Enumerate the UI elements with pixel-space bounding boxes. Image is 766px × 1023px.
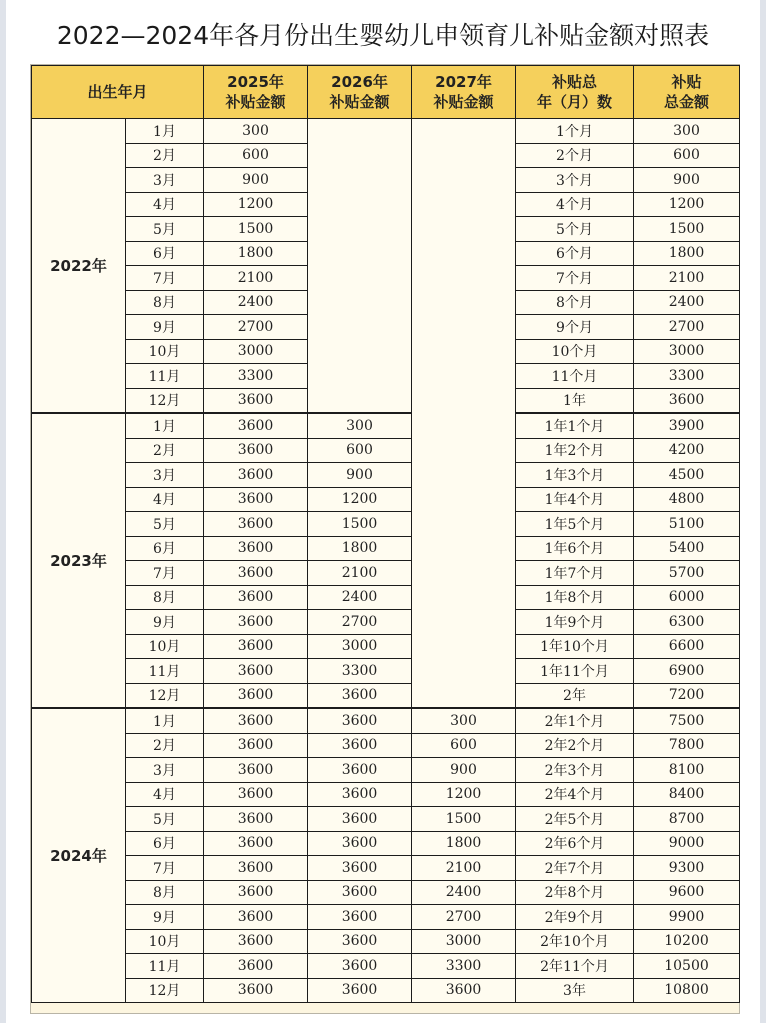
amount-2027-cell: 3000 [412,929,516,954]
header-2026-line1: 2026年 [331,73,388,91]
amount-2026-cell: 3600 [308,880,412,905]
birth-month-cell: 6月 [126,831,204,856]
total-amount-cell: 4500 [634,463,740,488]
amount-2025-cell: 3600 [204,683,308,708]
total-duration-cell: 1年9个月 [516,610,634,635]
subsidy-table-frame [30,64,740,1014]
amount-2027-cell: 600 [412,733,516,758]
page-title: 2022—2024年各月份出生婴幼儿申领育儿补贴金额对照表 [56,21,710,50]
total-amount-cell: 3300 [634,364,740,389]
birth-month-cell: 5月 [126,807,204,832]
amount-2025-cell: 1500 [204,217,308,242]
table-row [32,733,740,758]
amount-2027-cell: 2100 [412,856,516,881]
amount-2026-cell: 3600 [308,733,412,758]
table-row [32,978,740,1003]
amount-2026-cell: 3600 [308,954,412,979]
amount-2025-cell: 3600 [204,782,308,807]
total-duration-cell: 2年 [516,683,634,708]
amount-2025-cell: 3600 [204,733,308,758]
birth-month-cell: 1月 [126,413,204,438]
total-amount-cell: 9000 [634,831,740,856]
total-amount-cell: 4800 [634,487,740,512]
birth-month-cell: 11月 [126,659,204,684]
amount-2026-cell: 600 [308,438,412,463]
amount-2027-cell: 2400 [412,880,516,905]
birth-month-cell: 9月 [126,315,204,340]
total-duration-cell: 1年10个月 [516,634,634,659]
birth-month-cell: 5月 [126,217,204,242]
table-row [32,413,740,438]
amount-2026-cell: 3600 [308,782,412,807]
total-duration-cell: 6个月 [516,241,634,266]
amount-2026-cell: 3600 [308,831,412,856]
amount-2025-cell: 3600 [204,585,308,610]
amount-2026-cell: 3600 [308,807,412,832]
birth-month-cell: 3月 [126,758,204,783]
amount-2025-cell: 3600 [204,758,308,783]
table-row [32,610,740,635]
amount-2025-cell: 3600 [204,978,308,1003]
table-row [32,561,740,586]
amount-2025-cell: 3600 [204,487,308,512]
table-row [32,929,740,954]
amount-2026-cell: 3000 [308,634,412,659]
total-amount-cell: 9900 [634,905,740,930]
total-amount-cell: 600 [634,143,740,168]
amount-2025-cell: 3600 [204,954,308,979]
table-header [32,66,740,119]
total-duration-cell: 1年5个月 [516,512,634,537]
amount-2025-cell: 600 [204,143,308,168]
header-2027-line1: 2027年 [435,73,492,91]
amount-2025-cell: 2700 [204,315,308,340]
total-amount-cell: 5400 [634,536,740,561]
birth-month-cell: 8月 [126,585,204,610]
birth-month-cell: 7月 [126,856,204,881]
amount-2025-cell: 1200 [204,192,308,217]
total-amount-cell: 5700 [634,561,740,586]
amount-2025-cell: 3000 [204,339,308,364]
amount-2026-cell: 1200 [308,487,412,512]
table-row [32,831,740,856]
birth-month-cell: 1月 [126,708,204,733]
birth-month-cell: 4月 [126,487,204,512]
total-duration-cell: 2年7个月 [516,856,634,881]
total-amount-cell: 10800 [634,978,740,1003]
total-duration-cell: 1年1个月 [516,413,634,438]
total-duration-cell: 2年3个月 [516,758,634,783]
birth-month-cell: 8月 [126,290,204,315]
amount-2025-cell: 3600 [204,561,308,586]
amount-2027-cell: 1200 [412,782,516,807]
amount-2026-cell: 3600 [308,905,412,930]
amount-2025-cell: 3600 [204,905,308,930]
birth-month-cell: 12月 [126,978,204,1003]
amount-2025-cell: 3600 [204,659,308,684]
document-page [6,0,760,1023]
birth-month-cell: 3月 [126,463,204,488]
total-amount-cell: 2700 [634,315,740,340]
total-duration-cell: 1年7个月 [516,561,634,586]
table-row [32,634,740,659]
total-amount-cell: 8400 [634,782,740,807]
total-amount-cell: 3000 [634,339,740,364]
total-amount-cell: 900 [634,168,740,193]
amount-2026-cell: 300 [308,413,412,438]
header-total-line1: 补贴 [671,73,702,91]
total-duration-cell: 1年2个月 [516,438,634,463]
amount-2026-blank [308,119,412,414]
birth-year-cell: 2022年 [32,119,126,414]
subsidy-table [31,65,740,1003]
table-row [32,512,740,537]
total-duration-cell: 2年8个月 [516,880,634,905]
header-2025-line2: 补贴金额 [225,93,286,111]
total-duration-cell: 1年8个月 [516,585,634,610]
birth-month-cell: 6月 [126,241,204,266]
table-body [32,119,740,1003]
amount-2025-cell: 3600 [204,880,308,905]
total-duration-cell: 2年10个月 [516,929,634,954]
amount-2025-cell: 3600 [204,536,308,561]
table-row [32,856,740,881]
table-row [32,659,740,684]
amount-2025-cell: 3600 [204,413,308,438]
total-duration-cell: 2年4个月 [516,782,634,807]
amount-2025-cell: 900 [204,168,308,193]
header-total-line2: 总金额 [664,93,710,111]
total-duration-cell: 7个月 [516,266,634,291]
amount-2025-cell: 3600 [204,929,308,954]
birth-month-cell: 7月 [126,266,204,291]
total-amount-cell: 7200 [634,683,740,708]
table-row [32,708,740,733]
header-2026-line2: 补贴金额 [329,93,390,111]
header-total-duration [516,66,634,119]
amount-2026-cell: 900 [308,463,412,488]
birth-month-cell: 10月 [126,339,204,364]
total-amount-cell: 6900 [634,659,740,684]
total-duration-cell: 1年 [516,388,634,413]
birth-month-cell: 8月 [126,880,204,905]
total-duration-cell: 3个月 [516,168,634,193]
amount-2027-cell: 3600 [412,978,516,1003]
birth-month-cell: 1月 [126,119,204,144]
total-duration-cell: 2年2个月 [516,733,634,758]
total-duration-cell: 5个月 [516,217,634,242]
total-amount-cell: 10500 [634,954,740,979]
total-amount-cell: 4200 [634,438,740,463]
total-amount-cell: 1200 [634,192,740,217]
amount-2025-cell: 3600 [204,634,308,659]
header-2027-amount [412,66,516,119]
table-row [32,536,740,561]
birth-month-cell: 12月 [126,388,204,413]
table-row [32,782,740,807]
total-duration-cell: 11个月 [516,364,634,389]
birth-month-cell: 7月 [126,561,204,586]
total-duration-cell: 2年5个月 [516,807,634,832]
birth-month-cell: 10月 [126,634,204,659]
total-duration-cell: 2个月 [516,143,634,168]
total-amount-cell: 6000 [634,585,740,610]
total-duration-cell: 3年 [516,978,634,1003]
total-duration-cell: 1年3个月 [516,463,634,488]
amount-2026-cell: 3300 [308,659,412,684]
table-row [32,954,740,979]
total-amount-cell: 2400 [634,290,740,315]
amount-2026-cell: 3600 [308,758,412,783]
total-amount-cell: 1800 [634,241,740,266]
header-duration-line1: 补贴总 [552,73,598,91]
birth-month-cell: 2月 [126,733,204,758]
header-2026-amount [308,66,412,119]
amount-2025-cell: 3600 [204,463,308,488]
birth-month-cell: 11月 [126,954,204,979]
total-amount-cell: 3900 [634,413,740,438]
header-2025-amount [204,66,308,119]
amount-2026-cell: 2700 [308,610,412,635]
total-amount-cell: 8100 [634,758,740,783]
total-amount-cell: 3600 [634,388,740,413]
amount-2026-cell: 1800 [308,536,412,561]
birth-month-cell: 4月 [126,192,204,217]
total-duration-cell: 2年9个月 [516,905,634,930]
total-amount-cell: 9300 [634,856,740,881]
total-amount-cell: 9600 [634,880,740,905]
birth-month-cell: 3月 [126,168,204,193]
birth-month-cell: 11月 [126,364,204,389]
table-row [32,487,740,512]
birth-month-cell: 9月 [126,905,204,930]
amount-2027-cell: 2700 [412,905,516,930]
amount-2026-cell: 3600 [308,683,412,708]
birth-month-cell: 6月 [126,536,204,561]
birth-month-cell: 12月 [126,683,204,708]
header-birth-month: 出生年月 [32,66,204,119]
total-duration-cell: 2年1个月 [516,708,634,733]
total-amount-cell: 7500 [634,708,740,733]
birth-month-cell: 2月 [126,143,204,168]
amount-2025-cell: 3600 [204,807,308,832]
birth-year-cell: 2023年 [32,413,126,708]
amount-2025-cell: 3600 [204,856,308,881]
total-duration-cell: 1年11个月 [516,659,634,684]
amount-2025-cell: 3600 [204,388,308,413]
total-duration-cell: 2年11个月 [516,954,634,979]
total-amount-cell: 10200 [634,929,740,954]
amount-2025-cell: 3600 [204,708,308,733]
total-amount-cell: 2100 [634,266,740,291]
amount-2025-cell: 3600 [204,512,308,537]
amount-2027-cell: 1800 [412,831,516,856]
total-duration-cell: 2年6个月 [516,831,634,856]
amount-2025-cell: 3300 [204,364,308,389]
table-row [32,880,740,905]
amount-2027-cell: 300 [412,708,516,733]
table-row [32,463,740,488]
amount-2026-cell: 3600 [308,708,412,733]
amount-2027-blank [412,119,516,709]
amount-2025-cell: 2400 [204,290,308,315]
header-2025-line1: 2025年 [227,73,284,91]
total-duration-cell: 9个月 [516,315,634,340]
total-duration-cell: 8个月 [516,290,634,315]
birth-year-cell: 2024年 [32,708,126,1003]
total-duration-cell: 4个月 [516,192,634,217]
amount-2025-cell: 3600 [204,438,308,463]
header-2027-line2: 补贴金额 [433,93,494,111]
amount-2026-cell: 3600 [308,929,412,954]
table-row [32,585,740,610]
table-row [32,758,740,783]
total-duration-cell: 10个月 [516,339,634,364]
amount-2026-cell: 1500 [308,512,412,537]
amount-2027-cell: 1500 [412,807,516,832]
amount-2025-cell: 3600 [204,610,308,635]
amount-2026-cell: 3600 [308,856,412,881]
amount-2027-cell: 900 [412,758,516,783]
header-total-amount [634,66,740,119]
table-row [32,119,740,144]
total-amount-cell: 6600 [634,634,740,659]
total-amount-cell: 1500 [634,217,740,242]
total-amount-cell: 5100 [634,512,740,537]
table-row [32,438,740,463]
amount-2026-cell: 3600 [308,978,412,1003]
birth-month-cell: 5月 [126,512,204,537]
birth-month-cell: 10月 [126,929,204,954]
amount-2026-cell: 2400 [308,585,412,610]
amount-2025-cell: 1800 [204,241,308,266]
total-amount-cell: 6300 [634,610,740,635]
table-row [32,807,740,832]
total-duration-cell: 1年4个月 [516,487,634,512]
birth-month-cell: 2月 [126,438,204,463]
birth-month-cell: 9月 [126,610,204,635]
amount-2025-cell: 3600 [204,831,308,856]
amount-2025-cell: 300 [204,119,308,144]
total-amount-cell: 300 [634,119,740,144]
birth-month-cell: 4月 [126,782,204,807]
table-row [32,905,740,930]
table-row [32,683,740,708]
amount-2026-cell: 2100 [308,561,412,586]
amount-2027-cell: 3300 [412,954,516,979]
total-duration-cell: 1年6个月 [516,536,634,561]
total-amount-cell: 7800 [634,733,740,758]
amount-2025-cell: 2100 [204,266,308,291]
header-duration-line2: 年（月）数 [537,93,613,111]
total-duration-cell: 1个月 [516,119,634,144]
total-amount-cell: 8700 [634,807,740,832]
